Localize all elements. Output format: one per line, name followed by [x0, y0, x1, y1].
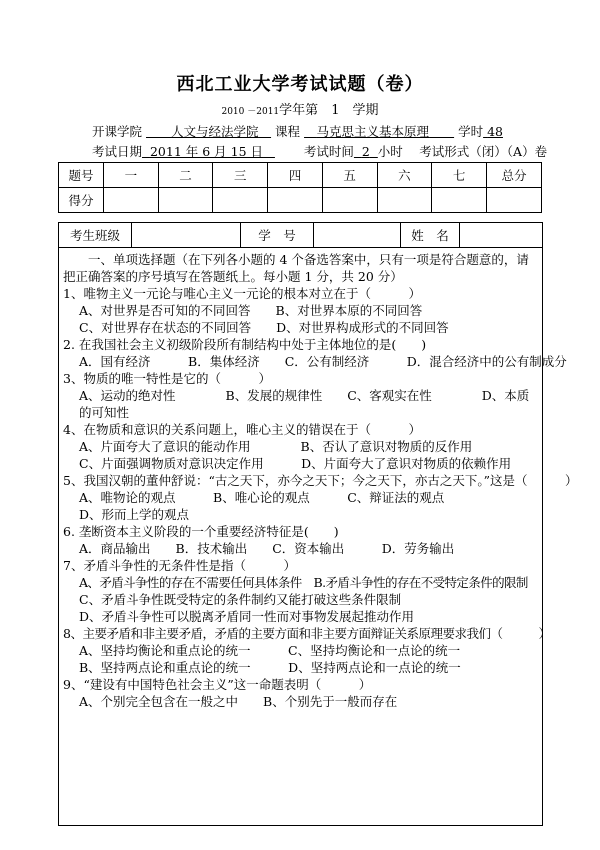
duration-value: 2 [361, 144, 370, 159]
exam-title: 西北工业大学考试试题（卷） [176, 74, 424, 95]
student-info-row [59, 223, 542, 248]
date-value: 2011 年 6 月 15 日 [149, 144, 264, 159]
score-cell: 五 [322, 163, 377, 188]
question-option: A．商品输出 B．技术输出 C．资本输出 D．劳务输出 [79, 541, 455, 556]
hours-value: 48 [487, 124, 503, 139]
name-field[interactable] [460, 223, 543, 248]
score-input-cell[interactable] [158, 188, 213, 213]
student-info-table [59, 223, 542, 248]
question-stem: 1、唯物主义一元论与唯心主义一元论的根本对立在于（ ） [63, 286, 421, 301]
question-option: A、对世界是否可知的不同回答 B、对世界本原的不同回答 [79, 303, 423, 318]
course-line [92, 124, 503, 140]
class-field[interactable] [132, 223, 241, 248]
class-label: 考生班级 [59, 223, 132, 248]
question-stem: 3、物质的唯一特性是它的（ ） [63, 371, 271, 386]
score-input-cell[interactable] [322, 188, 377, 213]
question-stem: 4、在物质和意识的关系问题上，唯心主义的错误在于（ ） [63, 422, 421, 437]
score-cell: 二 [158, 163, 213, 188]
score-cell: 六 [377, 163, 432, 188]
question-stem: 5、我国汉朝的董仲舒说：“古之天下，亦今之天下；今之天下，亦古之天下。”这是（ ） [63, 473, 578, 488]
score-cell: 四 [268, 163, 323, 188]
college-value: 人文与经法学院 [171, 124, 259, 139]
term-years: 2010 －2011 [221, 107, 280, 117]
questions-section [63, 251, 578, 710]
score-cell: 题号 [59, 163, 104, 188]
date-label: 考试日期 [92, 144, 143, 159]
hours-label: 学时 [458, 124, 484, 139]
term-suffix: 学期 [352, 103, 379, 118]
question-stem: 7、矛盾斗争性的无条件性是指（ ） [63, 558, 296, 573]
score-input-cell[interactable] [487, 188, 542, 213]
question-option: A、个别完全包含在一般之中 B、个别先于一般而存在 [79, 694, 398, 709]
duration-label: 考试时间 [303, 144, 354, 159]
question-option: D、矛盾斗争性可以脱离矛盾同一性而对事物发展起推动作用 [79, 609, 415, 624]
score-cell: 三 [213, 163, 268, 188]
question-stem: 9、“建设有中国特色社会主义”这一命题表明（ ） [63, 677, 372, 692]
question-option: B、坚持两点论和重点论的统一 D、坚持两点论和一点论的统一 [79, 660, 461, 675]
score-header-row [59, 163, 542, 188]
score-input-cell[interactable] [432, 188, 487, 213]
exam-line [92, 144, 547, 160]
section-heading: 一、单项选择题（在下列各小题的 4 个备选答案中，只有一项是符合题意的，请把正确答案的序号填写在答题纸上。每小题 1 分，共 20 分） [63, 252, 529, 284]
question-box [58, 222, 578, 826]
course-value: 马克思主义基本原理 [316, 124, 430, 139]
name-label: 姓 名 [401, 223, 460, 248]
score-input-cell[interactable] [268, 188, 323, 213]
score-value-row [59, 188, 542, 213]
question-option: D、形而上学的观点 [79, 507, 190, 522]
score-row-label: 得分 [59, 188, 104, 213]
question-option: A、矛盾斗争性的存在不需要任何具体条件 B.矛盾斗争性的存在不受特定条件的限制 [79, 575, 528, 590]
course-label: 课程 [275, 124, 301, 139]
term-mid: 学年第 [279, 103, 319, 118]
question-option: A、坚持均衡论和重点论的统一 C、坚持均衡论和一点论的统一 [79, 643, 461, 658]
question-option: A．国有经济 B．集体经济 C．公有制经济 D．混合经济中的公有制成分 [79, 354, 567, 369]
question-option: C、片面强调物质对意识决定作用 D、片面夸大了意识对物质的依赖作用 [79, 456, 512, 471]
college-label: 开课学院 [92, 124, 143, 139]
duration-unit: 小时 [377, 144, 403, 159]
student-id-label: 学 号 [241, 223, 314, 248]
question-option: A、片面夸大了意识的能动作用 B、否认了意识对物质的反作用 [79, 439, 473, 454]
question-option: A、唯物论的观点 B、唯心论的观点 C、辩证法的观点 [79, 490, 445, 505]
question-stem: 8、主要矛盾和非主要矛盾，矛盾的主要方面和非主要方面辩证关系原理要求我们（ ） [63, 626, 551, 641]
question-option: A、运动的绝对性 B、发展的规律性 C、客观实在性 D、本质的可知性 [79, 388, 530, 420]
question-stem: 2. 在我国社会主义初级阶段所有制结构中处于主体地位的是( ) [63, 337, 427, 352]
score-input-cell[interactable] [104, 188, 159, 213]
question-option: C、矛盾斗争性既受特定的条件制约又能打破这些条件限制 [79, 592, 402, 607]
form-label: 考试形式（闭）（A）卷 [419, 144, 548, 159]
score-cell: 七 [432, 163, 487, 188]
student-id-field[interactable] [314, 223, 401, 248]
score-table [58, 162, 542, 213]
question-option: C、对世界存在状态的不同回答 D、对世界构成形式的不同回答 [79, 320, 449, 335]
score-cell: 总分 [487, 163, 542, 188]
score-cell: 一 [104, 163, 159, 188]
score-input-cell[interactable] [377, 188, 432, 213]
term-number: 1 [331, 103, 340, 118]
score-input-cell[interactable] [213, 188, 268, 213]
term-line [0, 99, 600, 118]
question-stem: 6. 垄断资本主义阶段的一个重要经济特征是( ) [63, 524, 339, 539]
